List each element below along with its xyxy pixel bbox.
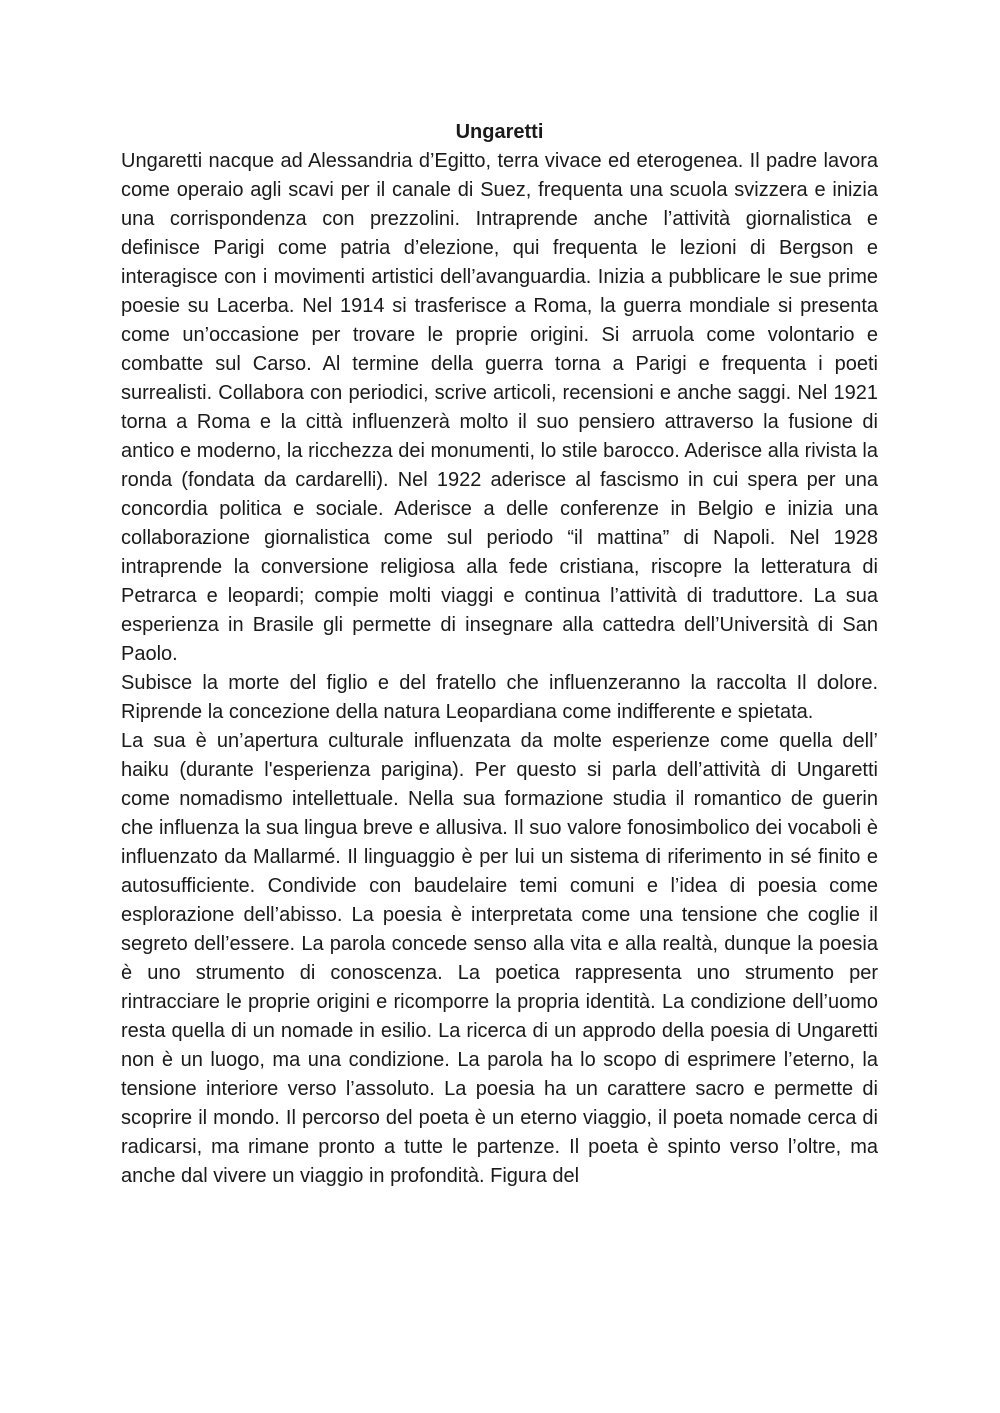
paragraph-grief: Subisce la morte del figlio e del fratello che influenzeranno la raccolta Il dolore. Riprende la concezione della natura Leopardiana come indifferente e spietata. [121, 672, 878, 723]
paragraph-poetics: La sua è un’apertura culturale influenzata da molte esperienze come quella dell’ haiku (durante l'esperienza parigina). Per questo si parla dell’attività di Ungaretti come nomadismo intellettuale. Nella sua formazione studia il romantico de guerin che influenza la sua lingua breve e allusiva. Il suo valore fonosimbolico dei vocaboli è influenzato da Mallarmé. Il linguaggio è per lui un sistema di riferimento in sé finito e autosufficiente. Condivide con baudelaire temi comuni e l’idea di poesia come esplorazione dell’abisso. La poesia è interpretata come una tensione che coglie il segreto dell’essere. La parola concede senso alla vita e alla realtà, dunque la poesia è uno strumento di conoscenza. La poetica rappresenta uno strumento per rintracciare le proprie origini e ricomporre la propria identità. La condizione dell’uomo resta quella di un nomade in esilio. La ricerca di un approdo della poesia di Ungaretti non è un luogo, ma una condizione. La parola ha lo scopo di esprimere l’eterno, la tensione interiore verso l’assoluto. La poesia ha un carattere sacro e permette di scoprire il mondo. Il percorso del poeta è un eterno viaggio, il poeta nomade cerca di radicarsi, ma rimane pronto a tutte le partenze. Il poeta è spinto verso l’oltre, ma anche dal vivere un viaggio in profondità. Figura del [121, 730, 878, 1187]
document-title: Ungaretti [455, 121, 544, 143]
paragraph-biography: Ungaretti nacque ad Alessandria d’Egitto, terra vivace ed eterogenea. Il padre lavora come operaio agli scavi per il canale di Suez, frequenta una scuola svizzera e inizia una corrispondenza con prezzolini. Intraprende anche l’attività giornalistica e definisce Parigi come patria d’elezione, qui frequenta le lezioni di Bergson e interagisce con i movimenti artistici dell’avanguardia. Inizia a pubblicare le sue prime poesie su Lacerba. Nel 1914 si trasferisce a Roma, la guerra mondiale si presenta come un’occasione per trovare le proprie origini. Si arruola come volontario e combatte sul Carso. Al termine della guerra torna a Parigi e frequenta i poeti surrealisti. Collabora con periodici, scrive articoli, recensioni e anche saggi. Nel 1921 torna a Roma e la città influenzerà molto il suo pensiero attraverso la fusione di antico e moderno, la ricchezza dei monumenti, lo stile barocco. Aderisce alla rivista la ronda (fondata da cardarelli). Nel 1922 aderisce al fascismo in cui spera per una concordia politica e sociale. Aderisce a delle conferenze in Belgio e inizia una collaborazione giornalistica come sul periodo “il mattina” di Napoli. Nel 1928 intraprende la conversione religiosa alla fede cristiana, riscopre la letteratura di Petrarca e leopardi; compie molti viaggi e continua l’attività di traduttore. La sua esperienza in Brasile gli permette di insegnare alla cattedra dell’Università di San Paolo. [121, 150, 878, 665]
document-body [121, 118, 878, 1191]
